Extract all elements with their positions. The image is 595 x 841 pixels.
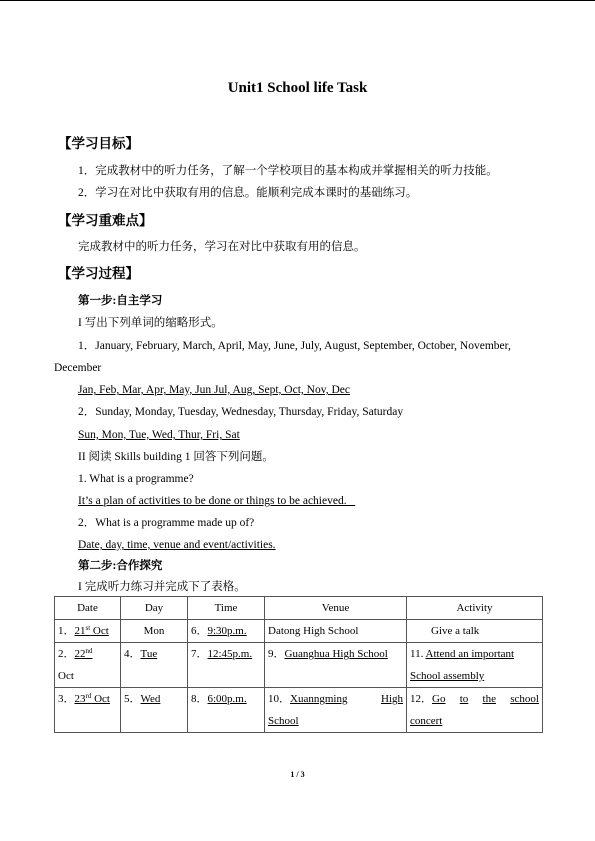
table-row (55, 688, 543, 733)
focus-text: 完成教材中的听力任务，学习在对比中获取有用的信息。 (78, 241, 366, 253)
cell-activity: 12．Go to the school concert (407, 688, 543, 733)
page-title: Unit1 School life Task (227, 80, 368, 96)
answer-2: Sun, Mon, Tue, Wed, Thur, Fri, Sat (78, 429, 240, 441)
cell-activity: 11. Attend an important School assembly (407, 643, 543, 688)
q4: 2．What is a programme made up of? (78, 517, 255, 529)
q1-line2: December (54, 362, 102, 374)
step1-part1: I 写出下列单词的缩略形式。 (78, 317, 223, 329)
cell-venue: 10．Xuanngming High School (265, 688, 407, 733)
answer-1: Jan, Feb, Mar, Apr, May, Jun Jul, Aug, Sept, Oct, Nov, Dec (78, 384, 350, 396)
top-border-line (0, 0, 595, 1)
step1-part2: II 阅读 Skills building 1 回答下列问题。 (78, 451, 274, 463)
step2-heading: 第二步:合作探究 (78, 560, 163, 572)
answer-3: It’s a plan of activities to be done or things to be achieved. (78, 495, 347, 507)
goal-2: 2．学习在对比中获取有用的信息。能顺利完成本课时的基础练习。 (78, 187, 418, 199)
q3: 1. What is a programme? (78, 473, 194, 485)
header-date: Date (55, 597, 121, 620)
cell-time: 6．9:30p.m. (188, 620, 265, 643)
cell-date: 3．23rd Oct (55, 688, 121, 733)
cell-time: 8．6:00p.m. (188, 688, 265, 733)
cell-day: 5．Wed (121, 688, 188, 733)
header-activity: Activity (407, 597, 543, 620)
q2: 2．Sunday, Monday, Tuesday, Wednesday, Thursday, Friday, Saturday (78, 406, 404, 418)
cell-date: 1．21st Oct (55, 620, 121, 643)
answer-4: Date, day, time, venue and event/activities. (78, 539, 276, 551)
table-row (55, 643, 543, 688)
focus-heading: 【学习重难点】 (58, 213, 153, 228)
cell-date: 2．22nd Oct (55, 643, 121, 688)
q1-line1: 1．January, February, March, April, May, June, July, August, September, October, November, (78, 340, 511, 352)
cell-time: 7．12:45p.m. (188, 643, 265, 688)
header-time: Time (188, 597, 265, 620)
cell-day: Mon (121, 620, 188, 643)
schedule-table (54, 596, 543, 733)
table-header-row (55, 597, 543, 620)
process-heading: 【学习过程】 (58, 266, 139, 281)
table-row (55, 620, 543, 643)
cell-day: 4．Tue (121, 643, 188, 688)
header-venue: Venue (265, 597, 407, 620)
step2-part1: I 完成听力练习并完成下了表格。 (78, 581, 246, 593)
step1-heading: 第一步:自主学习 (78, 295, 163, 307)
cell-venue: Datong High School (265, 620, 407, 643)
page-number: 1 / 3 (290, 770, 305, 779)
header-day: Day (121, 597, 188, 620)
cell-venue: 9．Guanghua High School (265, 643, 407, 688)
cell-activity: Give a talk (407, 620, 543, 643)
goals-heading: 【学习目标】 (58, 136, 139, 151)
goal-1: 1．完成教材中的听力任务，了解一个学校项目的基本构成并掌握相关的听力技能。 (78, 165, 498, 177)
